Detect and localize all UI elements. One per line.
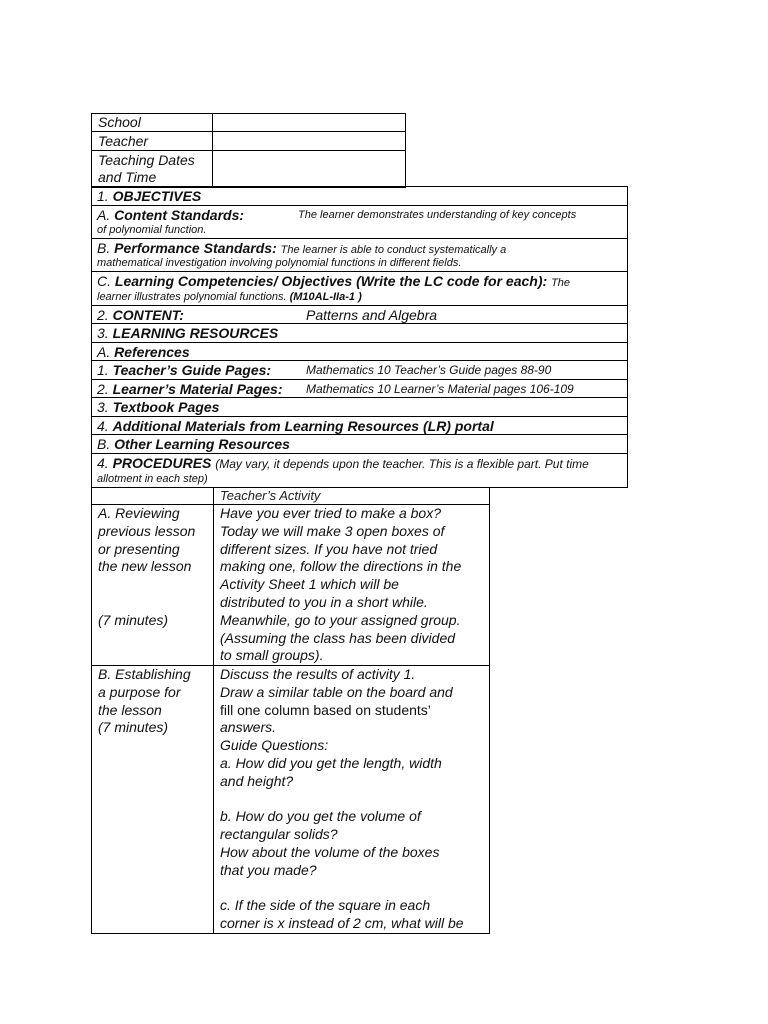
school-label: School [98,114,141,130]
learning-competencies-text-cont [97,291,362,303]
learning-competencies-prefix: C. [97,273,111,289]
performance-standards-heading [97,239,506,259]
content-standards-text-cont: of polynomial function. [97,224,207,236]
activity-line: distributed to you in a short while. [220,593,428,610]
performance-standards-text: The learner is able to conduct systematically a [280,244,507,256]
learning-resources-label: LEARNING RESOURCES [112,325,279,341]
other-resources-label: Other Learning Resources [114,436,290,452]
content-standards-heading [97,206,244,224]
textbook-pages-label: Textbook Pages [112,399,220,415]
activity-line: answers. [220,719,277,736]
activity-line: How about the volume of the boxes [220,843,440,860]
learners-material-label: Learner’s Material Pages: [112,381,283,397]
textbook-pages-heading [97,398,219,416]
teachers-guide-heading [97,361,271,379]
references-heading [97,343,190,361]
learners-material-value: Mathematics 10 Learner’s Material pages 106-109 [306,382,574,396]
content-standards-text: The learner demonstrates understanding of key concepts [298,209,577,221]
teachers-guide-prefix: 1. [97,362,109,378]
content-standards-label: Content Standards: [114,207,245,223]
content-standards-prefix: A. [97,207,111,223]
activity-line: Today we will make 3 open boxes of [220,522,445,539]
objectives-label: OBJECTIVES [112,188,202,204]
row-label-line: or presenting [98,540,180,557]
objectives-heading [97,187,201,205]
activity-line: fill one column based on students’ [220,701,431,718]
activity-line: Activity Sheet 1 which will be [220,576,399,593]
teachers-guide-value: Mathematics 10 Teacher’s Guide pages 88-90 [306,363,552,377]
activity-line: Guide Questions: [220,737,329,754]
activity-row-b-content [220,666,464,933]
activity-line: a. How did you get the length, width [220,754,442,771]
activity-header: Teacher’s Activity [220,488,321,503]
row-label-line: a purpose for [98,683,181,700]
procedures-num: 4. [97,455,109,471]
learning-competencies-text: The [551,277,571,289]
additional-materials-prefix: 4. [97,418,109,434]
additional-materials-heading [97,417,494,435]
content-value: Patterns and Algebra [306,307,438,323]
teaching-time-label: and Time [98,169,157,185]
row-label-line: B. Establishing [98,666,191,682]
row-label-line: the new lesson [98,558,192,575]
activity-line: that you made? [220,861,317,878]
activity-line: and height? [220,772,294,789]
learning-competencies-desc: learner illustrates polynomial functions. [97,291,287,303]
activity-line: different sizes. If you have not tried [220,540,438,557]
lc-code: (M10AL-IIa-1 ) [289,291,362,303]
row-label-line [98,576,195,594]
textbook-pages-prefix: 3. [97,399,109,415]
performance-standards-text-cont: mathematical investigation involving polynomial functions in different fields. [97,257,462,269]
activity-line: corner is x instead of 2 cm, what will be [220,915,464,932]
content-num: 2. [97,307,109,323]
teacher-label: Teacher [98,133,149,149]
learning-resources-num: 3. [97,325,109,341]
activity-line [220,880,464,898]
content-label: CONTENT: [112,307,184,323]
row-label-line: the lesson [98,701,162,718]
performance-standards-prefix: B. [97,240,111,256]
learners-material-heading [97,380,282,398]
other-resources-prefix: B. [97,436,111,452]
activity-line: b. How do you get the volume of [220,808,421,825]
row-label-line [98,594,195,612]
activity-line: to small groups). [220,647,324,664]
other-resources-heading [97,435,290,453]
procedures-note-cont: allotment in each step) [97,473,208,485]
row-label-line: previous lesson [98,522,196,539]
objectives-num: 1. [97,188,109,204]
learners-material-prefix: 2. [97,381,109,397]
activity-line: Have you ever tried to make a box? [220,505,442,521]
activity-line: Meanwhile, go to your assigned group. [220,611,461,628]
activity-line: c. If the side of the square in each [220,897,431,914]
procedures-note: (May vary, it depends upon the teacher. This is a flexible part. Put time [215,457,589,471]
activity-line: rectangular solids? [220,826,338,843]
activity-line [220,791,464,809]
teachers-guide-label: Teacher’s Guide Pages: [112,362,272,378]
activity-line: Draw a similar table on the board and [220,683,453,700]
teaching-dates-label: Teaching Dates [98,152,195,168]
activity-line: (Assuming the class has been divided [220,629,456,646]
learning-competencies-heading [97,272,570,292]
content-heading [97,306,184,324]
procedures-label: PROCEDURES [112,455,212,471]
learning-resources-heading [97,324,278,342]
references-prefix: A. [97,344,111,360]
learning-competencies-label: Learning Competencies/ Objectives (Write the LC code for each): [114,273,548,289]
activity-table-divider [213,487,214,934]
activity-row-a-content [220,505,461,665]
row-label-line: A. Reviewing [98,505,180,521]
performance-standards-label: Performance Standards: [114,240,277,256]
row-label-line: (7 minutes) [98,611,169,628]
activity-line: Discuss the results of activity 1. [220,666,416,682]
row-label-line: (7 minutes) [98,719,169,736]
activity-row-b-label [98,666,191,737]
references-label: References [114,344,190,360]
activity-line: making one, follow the directions in the [220,558,462,575]
activity-row-a-label [98,505,195,630]
additional-materials-label: Additional Materials from Learning Resources (LR) portal [112,418,494,434]
procedures-heading [97,454,589,473]
